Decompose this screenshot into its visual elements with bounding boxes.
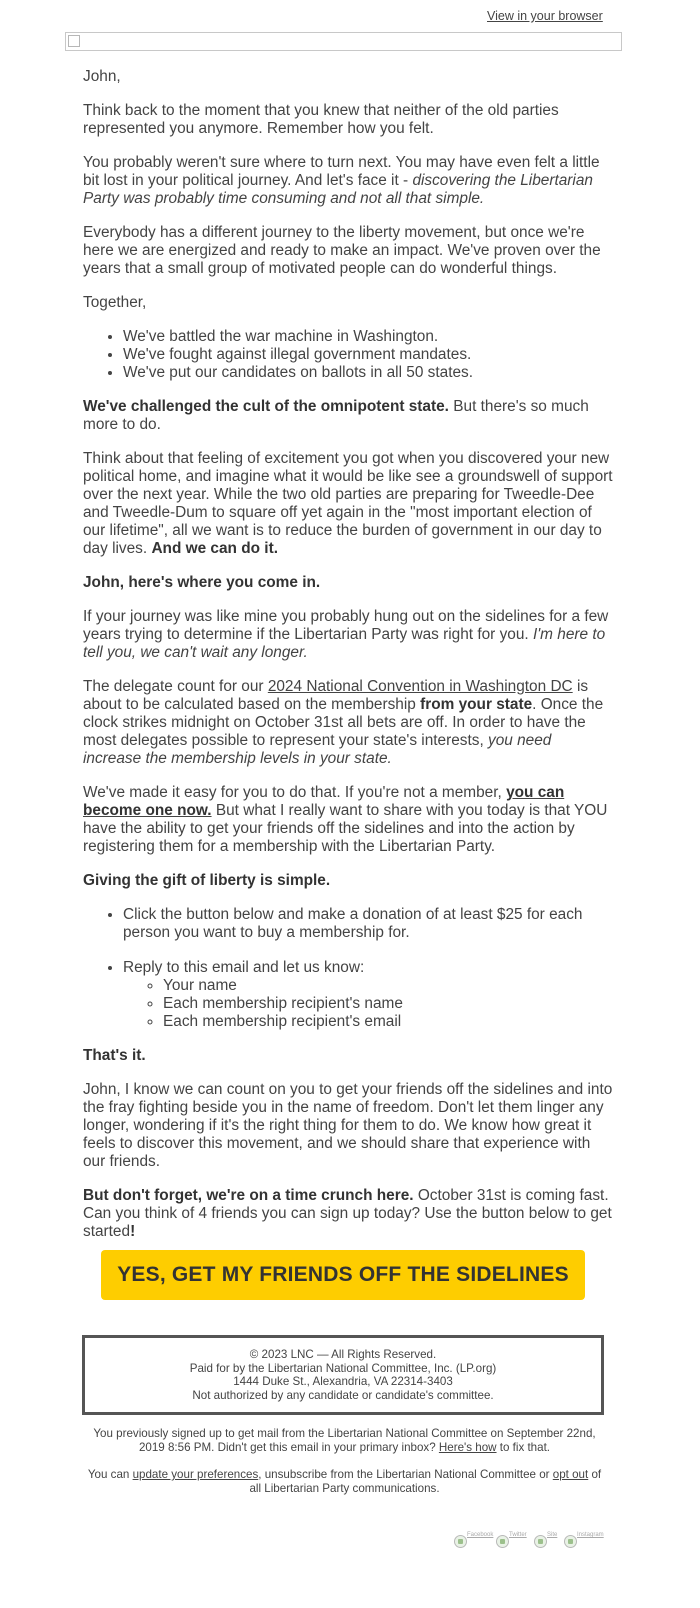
heres-how-link[interactable]: Here's how [438, 1440, 497, 1454]
signup-notice: You previously signed up to get mail from the Libertarian National Committee on September 22nd, 2019 8:56 PM. Didn't get this email in your primary inbox? Here's how to fix that. [93, 1427, 596, 1454]
update-preferences-link[interactable]: update your preferences [132, 1468, 259, 1481]
broken-image-icon [68, 35, 80, 47]
copyright-text: © 2023 LNC — All Rights Reserved. [249, 1348, 437, 1361]
paragraph: But don't forget, we're on a time crunch here. October 31st is coming fast. Can you think of 4 friends you can sign up today? Use the button below to get started! [83, 1187, 612, 1240]
bold-text: That's it. [83, 1047, 146, 1064]
paragraph [83, 1047, 613, 1065]
paragraph: John, I know we can count on you to get your friends off the sidelines and into the fray fighting beside you in the name of freedom. Don't let them linger any longer, wondering if it's the right thing for them to do. We know how great it feels to discover this movement, and we should share that experience with our friends. [83, 1081, 613, 1170]
website-link[interactable]: Site [534, 1532, 564, 1552]
paragraph: You probably weren't sure where to turn next. You may have even felt a little bit lost in your political journey. And let's face it - discovering the Libertarian Party was probably time consuming and not all that simple. [83, 154, 600, 207]
paragraph [83, 574, 613, 592]
get-friends-off-sidelines-button[interactable]: YES, GET MY FRIENDS OFF THE SIDELINES [101, 1250, 585, 1300]
list-item: • Click the button below and make a donation of at least $25 for each person you want to buy a membership for. [123, 906, 613, 942]
preferences-notice: You can update your preferences, unsubscribe from the Libertarian National Committee or opt out of all Libertarian Party communications. [87, 1468, 602, 1495]
bold-text: We've challenged the cult of the omnipotent state. [83, 398, 449, 415]
paragraph: Think about that feeling of excitement you got when you discovered your new political home, and imagine what it would be like see a groundswell of support over the next year. While the two old parties are preparing for Tweedle-Dee and Tweedle-Dum to square off yet again in the "most important election of our lifetime", all we want is to reduce the burden of government in our day to day lives. And we can do it. [83, 450, 613, 557]
list-item: • We've fought against illegal government mandates. [123, 346, 613, 364]
paragraph [83, 872, 613, 890]
paragraph: We've challenged the cult of the omnipotent state. But there's so much more to do. [83, 398, 589, 433]
website-icon [534, 1535, 547, 1548]
bold-text: And we can do it. [151, 540, 278, 557]
paragraph: Think back to the moment that you knew that neither of the old parties represented you anymore. Remember how you felt. [83, 102, 559, 137]
greeting: John, [83, 68, 121, 85]
paragraph: If your journey was like mine you probably hung out on the sidelines for a few years trying to determine if the Libertarian Party was right for you. I'm here to tell you, we can't wait any longer. [83, 608, 609, 661]
accomplishments-list [83, 328, 613, 382]
email-body [83, 68, 613, 1257]
paragraph: Together, [83, 294, 147, 311]
list-item: • We've battled the war machine in Washington. [123, 328, 613, 346]
opt-out-link[interactable]: opt out [552, 1468, 589, 1481]
become-member-link[interactable]: you can become one now. [83, 784, 565, 819]
paragraph: Everybody has a different journey to the liberty movement, but once we're here we are energized and ready to make an impact. We've proven over the years that a small group of motivated people can do wonderful things. [83, 224, 601, 277]
bold-text: But don't forget, we're on a time crunch here. [83, 1187, 414, 1204]
footer-disclaimer-box [82, 1335, 604, 1415]
twitter-icon [496, 1535, 509, 1548]
header-banner-image [65, 32, 622, 51]
sub-list-item: ◦ Each membership recipient's email [163, 1013, 613, 1031]
bold-text: from your state [420, 696, 533, 713]
paragraph: The delegate count for our 2024 National Convention in Washington DC is about to be calculated based on the membership from your state. Once the clock strikes midnight on October 31st all bets are off. In order to have the most delegates possible to represent your state's interests, you need increase the membership levels in your state. [83, 678, 604, 767]
paid-for-text: Paid for by the Libertarian National Committee, Inc. (LP.org) [189, 1361, 497, 1375]
bold-text: John, here's where you come in. [83, 574, 321, 591]
address-text: 1444 Duke St., Alexandria, VA 22314-3403 [233, 1375, 453, 1389]
bold-text: Giving the gift of liberty is simple. [83, 872, 331, 889]
twitter-link[interactable]: Twitter [496, 1532, 526, 1552]
view-in-browser-link[interactable]: View in your browser [487, 9, 603, 23]
facebook-icon [454, 1535, 467, 1548]
emphasis-text: I'm here to tell you, we can't wait any longer. [83, 626, 606, 661]
emphasis-text: discovering the Libertarian Party was probably time consuming and not all that simple. [83, 172, 593, 207]
instagram-link[interactable]: Instagram [564, 1532, 594, 1552]
list-item: • Reply to this email and let us know: ◦ Your name ◦ Each membership recipient's name ◦ Each membership recipient's email [123, 959, 613, 1031]
sub-list-item: ◦ Each membership recipient's name [163, 995, 613, 1013]
emphasis-text: you need increase the membership levels in your state. [83, 732, 552, 767]
convention-link[interactable]: 2024 National Convention in Washington DC [267, 678, 573, 695]
list-item: • We've put our candidates on ballots in all 50 states. [123, 364, 613, 382]
paragraph: We've made it easy for you to do that. If you're not a member, you can become one now. But what I really want to share with you today is that YOU have the ability to get your friends off the sidelines and into the action by registering them for a membership with the Libertarian Party. [83, 784, 608, 855]
not-authorized-text: Not authorized by any candidate or candidate's committee. [192, 1388, 494, 1402]
instagram-icon [564, 1535, 577, 1548]
social-links [454, 1532, 604, 1552]
gift-sub-list [123, 977, 613, 1031]
sub-list-item: ◦ Your name [163, 977, 613, 995]
facebook-link[interactable]: Facebook [454, 1532, 484, 1552]
gift-steps-list [83, 906, 613, 1031]
